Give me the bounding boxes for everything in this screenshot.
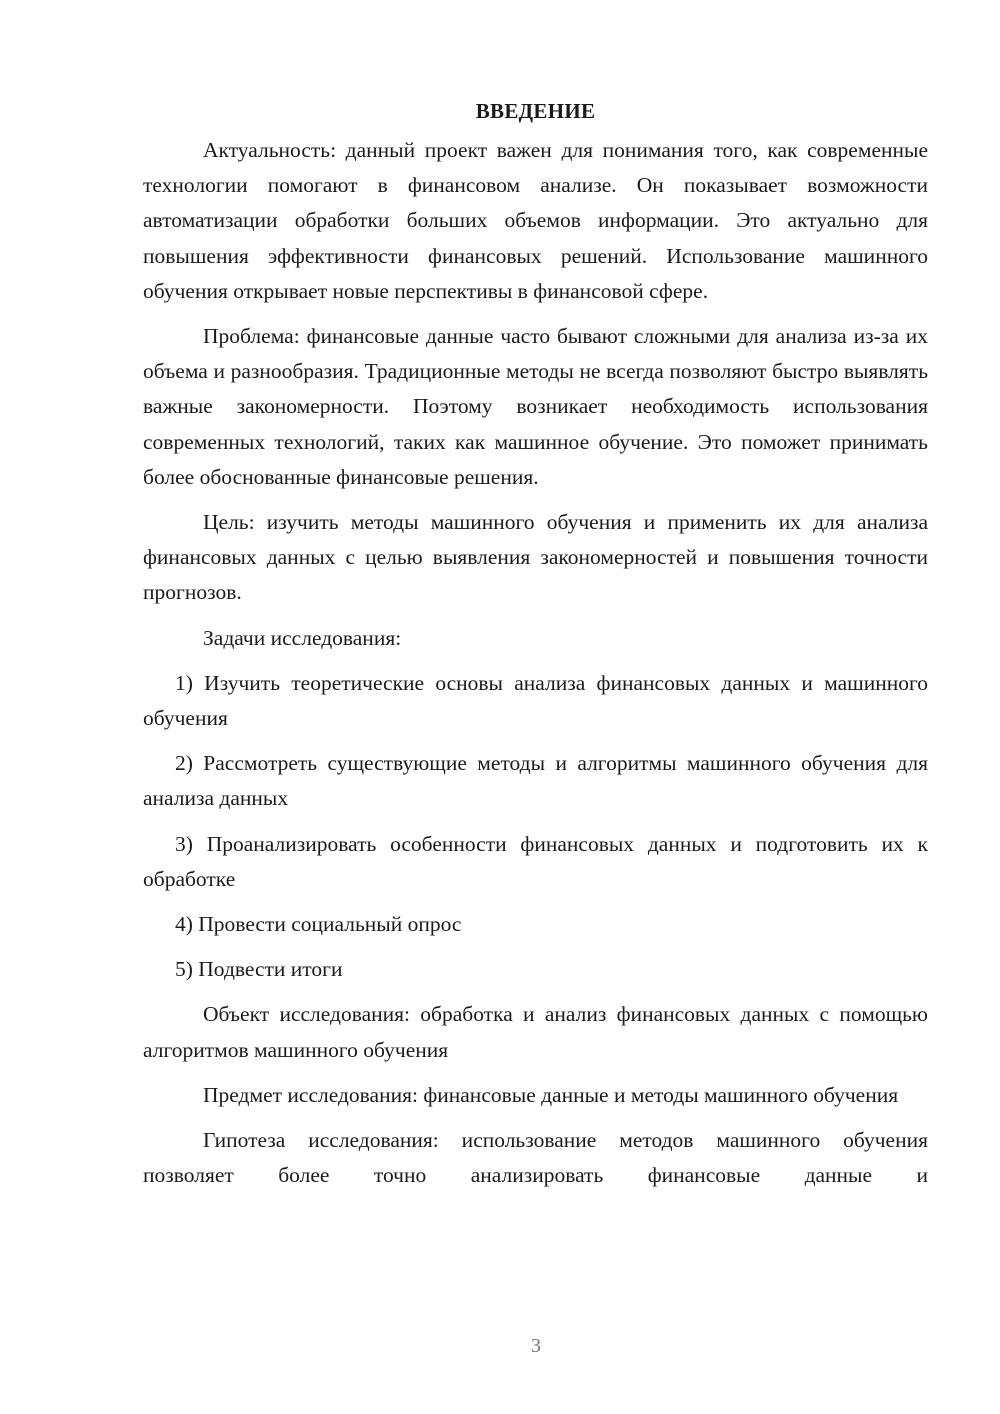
page-heading: ВВЕДЕНИЕ	[475, 99, 596, 123]
paragraph-hypothesis: Гипотеза исследования: использование методов машинного обучения позволяет более точно анализировать финансовые данные и	[143, 1128, 928, 1188]
task-item-4: 4) Провести социальный опрос	[175, 912, 462, 937]
task-item-2: 2) Рассмотреть существующие методы и алгоритмы машинного обучения для анализа данных	[143, 751, 928, 811]
paragraph-subject: Предмет исследования: финансовые данные и методы машинного обучения	[203, 1082, 899, 1107]
paragraph-goal: Цель: изучить методы машинного обучения и применить их для анализа финансовых данных с целью выявления закономерностей и повышения точности прогнозов.	[143, 510, 928, 605]
paragraph-relevance: Актуальность: данный проект важен для понимания того, как современные технологии помогают в финансовом анализе. Он показывает возможности автоматизации обработки больших объемов информации. Это актуально для повышения эффективности финансовых решений. Использование машинного обучения открывает новые перспективы в финансовой сфере.	[143, 138, 928, 303]
document-page	[143, 96, 928, 1193]
task-item-5: 5) Подвести итоги	[175, 957, 343, 982]
task-item-3: 3) Проанализировать особенности финансовых данных и подготовить их к обработке	[143, 831, 928, 891]
paragraph-tasks-title: Задачи исследования:	[203, 625, 402, 650]
task-item-1: 1) Изучить теоретические основы анализа финансовых данных и машинного обучения	[143, 670, 928, 731]
page-number: 3	[531, 1335, 541, 1357]
paragraph-object: Объект исследования: обработка и анализ финансовых данных с помощью алгоритмов машинного обучения	[143, 1002, 928, 1062]
paragraph-problem: Проблема: финансовые данные часто бывают сложными для анализа из-за их объема и разнообразия. Традиционные методы не всегда позволяют быстро выявлять важные закономерности. Поэтому возникает необходимость использования современных технологий, таких как машинное обучение. Это поможет принимать более обоснованные финансовые решения.	[143, 324, 928, 489]
